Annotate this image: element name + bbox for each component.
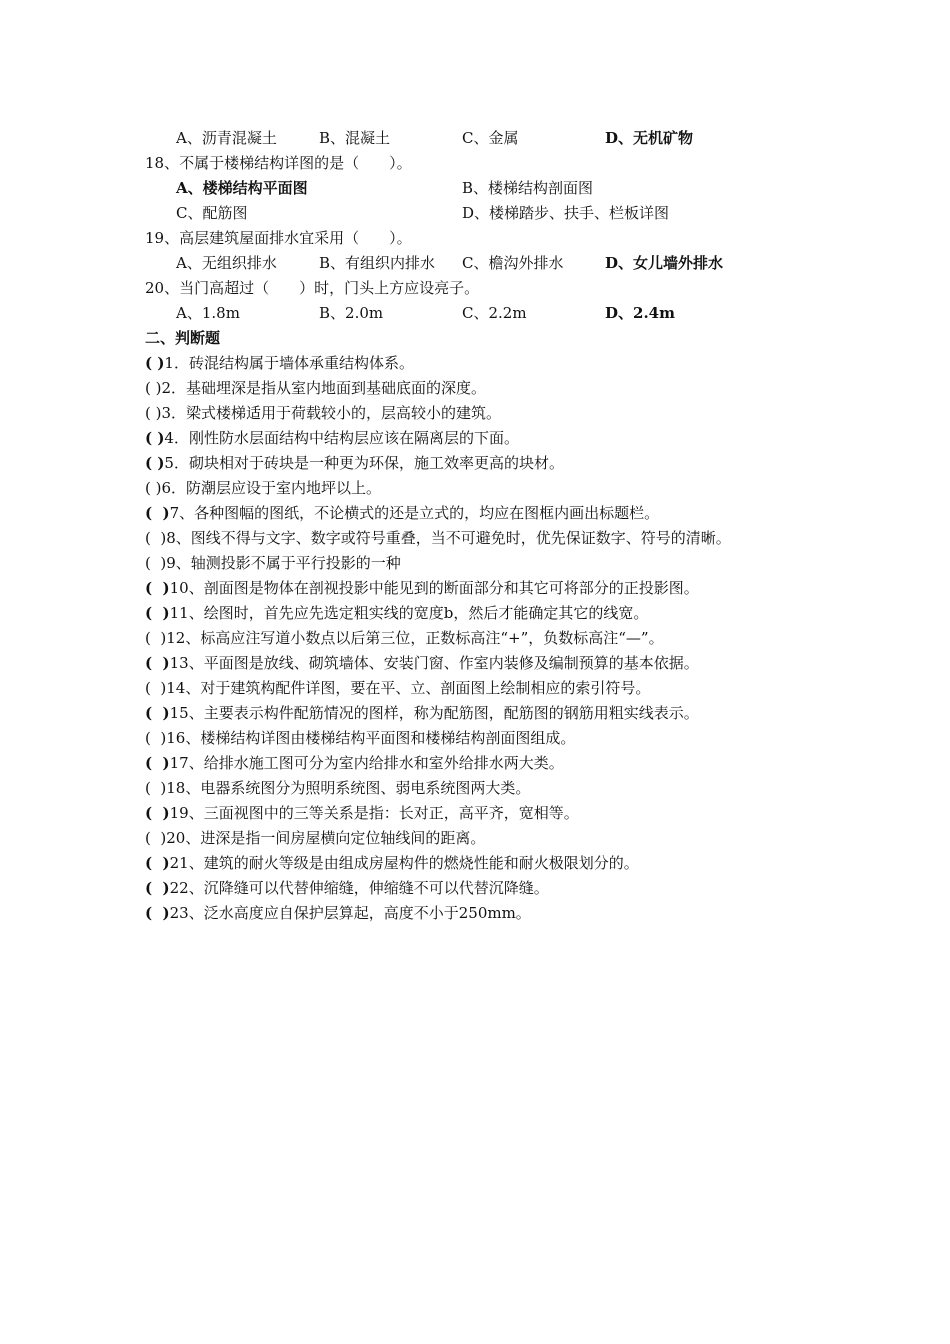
- section-title-judgment: 二、判断题: [145, 329, 221, 347]
- judgment-text: 12、标高应注写道小数点以后第三位，正数标高注“+”，负数标高注“—”。: [166, 629, 664, 647]
- answer-blank: ( ): [145, 429, 165, 447]
- answer-blank: ( ): [145, 754, 170, 772]
- judgment-item: [145, 576, 745, 601]
- answer-blank: ( ): [145, 704, 170, 722]
- judgment-text: 13、平面图是放线、砌筑墙体、安装门窗、作室内装修及编制预算的基本依据。: [169, 654, 699, 672]
- judgment-item: [145, 776, 745, 801]
- judgment-item: [145, 476, 745, 501]
- judgment-item: [145, 501, 745, 526]
- q17-option-a: A、沥青混凝土: [176, 129, 277, 147]
- q17-options: [145, 126, 745, 151]
- judgment-text: 14、对于建筑构配件详图，要在平、立、剖面图上绘制相应的索引符号。: [166, 679, 651, 697]
- answer-blank: ( ): [145, 879, 170, 897]
- judgment-item: [145, 676, 745, 701]
- q18-options-row2: [145, 201, 745, 226]
- judgment-text: 9、轴测投影不属于平行投影的一种: [166, 554, 401, 572]
- judgment-text: 3．梁式楼梯适用于荷载较小的，层高较小的建筑。: [161, 404, 502, 422]
- judgment-item: [145, 826, 745, 851]
- judgment-text: 7、各种图幅的图纸，不论横式的还是立式的，均应在图框内画出标题栏。: [169, 504, 660, 522]
- answer-blank: ( ): [145, 779, 167, 797]
- answer-blank: ( ): [145, 679, 167, 697]
- q20-options: [145, 301, 745, 326]
- q19-option-c: C、檐沟外排水: [462, 254, 564, 272]
- judgment-text: 20、进深是指一间房屋横向定位轴线间的距离。: [166, 829, 486, 847]
- answer-blank: ( ): [145, 479, 162, 497]
- judgment-item: [145, 451, 745, 476]
- judgment-item: [145, 876, 745, 901]
- q20-option-b: B、2.0m: [319, 304, 384, 322]
- judgment-item: [145, 701, 745, 726]
- answer-blank: ( ): [145, 904, 170, 922]
- q19-options: [145, 251, 745, 276]
- judgment-item: [145, 426, 745, 451]
- judgment-text: 16、楼梯结构详图由楼梯结构平面图和楼梯结构剖面图组成。: [166, 729, 576, 747]
- answer-blank: ( ): [145, 354, 165, 372]
- q19-option-b: B、有组织内排水: [319, 254, 436, 272]
- q20-option-c: C、2.2m: [462, 304, 527, 322]
- q18-option-b: B、楼梯结构剖面图: [462, 179, 594, 197]
- judgment-text: 22、沉降缝可以代替伸缩缝，伸缩缝不可以代替沉降缝。: [169, 879, 549, 897]
- judgment-text: 5．砌块相对于砖块是一种更为环保，施工效率更高的块材。: [164, 454, 564, 472]
- answer-blank: ( ): [145, 629, 167, 647]
- q20-option-d: D、2.4m: [605, 304, 675, 322]
- answer-blank: ( ): [145, 829, 167, 847]
- judgment-item: [145, 626, 745, 651]
- judgment-item: [145, 801, 745, 826]
- answer-blank: ( ): [145, 554, 167, 572]
- judgment-text: 11、绘图时，首先应先选定粗实线的宽度b，然后才能确定其它的线宽。: [169, 604, 649, 622]
- judgment-text: 18、电器系统图分为照明系统图、弱电系统图两大类。: [166, 779, 531, 797]
- answer-blank: ( ): [145, 404, 162, 422]
- q17-option-b: B、混凝土: [319, 129, 391, 147]
- judgment-text: 17、给排水施工图可分为室内给排水和室外给排水两大类。: [169, 754, 564, 772]
- answer-blank: ( ): [145, 654, 170, 672]
- judgment-item: [145, 726, 745, 751]
- judgment-item: [145, 851, 745, 876]
- judgment-text: 4．刚性防水层面结构中结构层应该在隔离层的下面。: [164, 429, 519, 447]
- q19-option-d: D、女儿墙外排水: [605, 254, 724, 272]
- judgment-text: 15、主要表示构件配筋情况的图样，称为配筋图，配筋图的钢筋用粗实线表示。: [169, 704, 699, 722]
- q20-stem: 20、当门高超过（ ）时，门头上方应设亮子。: [145, 279, 480, 297]
- judgment-item: [145, 651, 745, 676]
- judgment-item: [145, 551, 745, 576]
- q20-option-a: A、1.8m: [176, 304, 240, 322]
- q17-option-d: D、无机矿物: [605, 129, 694, 147]
- exam-page: [145, 126, 745, 926]
- judgment-text: 10、剖面图是物体在剖视投影中能见到的断面部分和其它可将部分的正投影图。: [169, 579, 699, 597]
- judgment-item: [145, 526, 745, 551]
- judgment-item: [145, 351, 745, 376]
- q18-stem: 18、不属于楼梯结构详图的是（ ）。: [145, 154, 412, 172]
- answer-blank: ( ): [145, 604, 170, 622]
- answer-blank: ( ): [145, 379, 162, 397]
- judgment-item: [145, 601, 745, 626]
- judgment-text: 19、三面视图中的三等关系是指：长对正，高平齐，宽相等。: [169, 804, 579, 822]
- q18-option-d: D、楼梯踏步、扶手、栏板详图: [462, 204, 670, 222]
- judgment-text: 1．砖混结构属于墙体承重结构体系。: [164, 354, 414, 372]
- q19-option-a: A、无组织排水: [176, 254, 277, 272]
- q17-option-c: C、金属: [462, 129, 519, 147]
- q18-options-row1: [145, 176, 745, 201]
- answer-blank: ( ): [145, 529, 167, 547]
- judgment-item: [145, 751, 745, 776]
- judgment-item: [145, 376, 745, 401]
- judgment-text: 21、建筑的耐火等级是由组成房屋构件的燃烧性能和耐火极限划分的。: [169, 854, 639, 872]
- answer-blank: ( ): [145, 854, 170, 872]
- answer-blank: ( ): [145, 579, 170, 597]
- judgment-text: 2．基础埋深是指从室内地面到基础底面的深度。: [161, 379, 487, 397]
- judgment-item: [145, 901, 745, 926]
- judgment-text: 23、泛水高度应自保护层算起，高度不小于250mm。: [169, 904, 531, 922]
- q18-option-a: A、楼梯结构平面图: [176, 179, 308, 197]
- answer-blank: ( ): [145, 504, 170, 522]
- judgment-text: 6．防潮层应设于室内地坪以上。: [161, 479, 382, 497]
- judgment-item: [145, 401, 745, 426]
- answer-blank: ( ): [145, 454, 165, 472]
- answer-blank: ( ): [145, 804, 170, 822]
- judgment-text: 8、图线不得与文字、数字或符号重叠，当不可避免时，优先保证数字、符号的清晰。: [166, 529, 731, 547]
- answer-blank: ( ): [145, 729, 167, 747]
- q18-option-c: C、配筋图: [176, 204, 248, 222]
- q19-stem: 19、高层建筑屋面排水宜采用（ ）。: [145, 229, 412, 247]
